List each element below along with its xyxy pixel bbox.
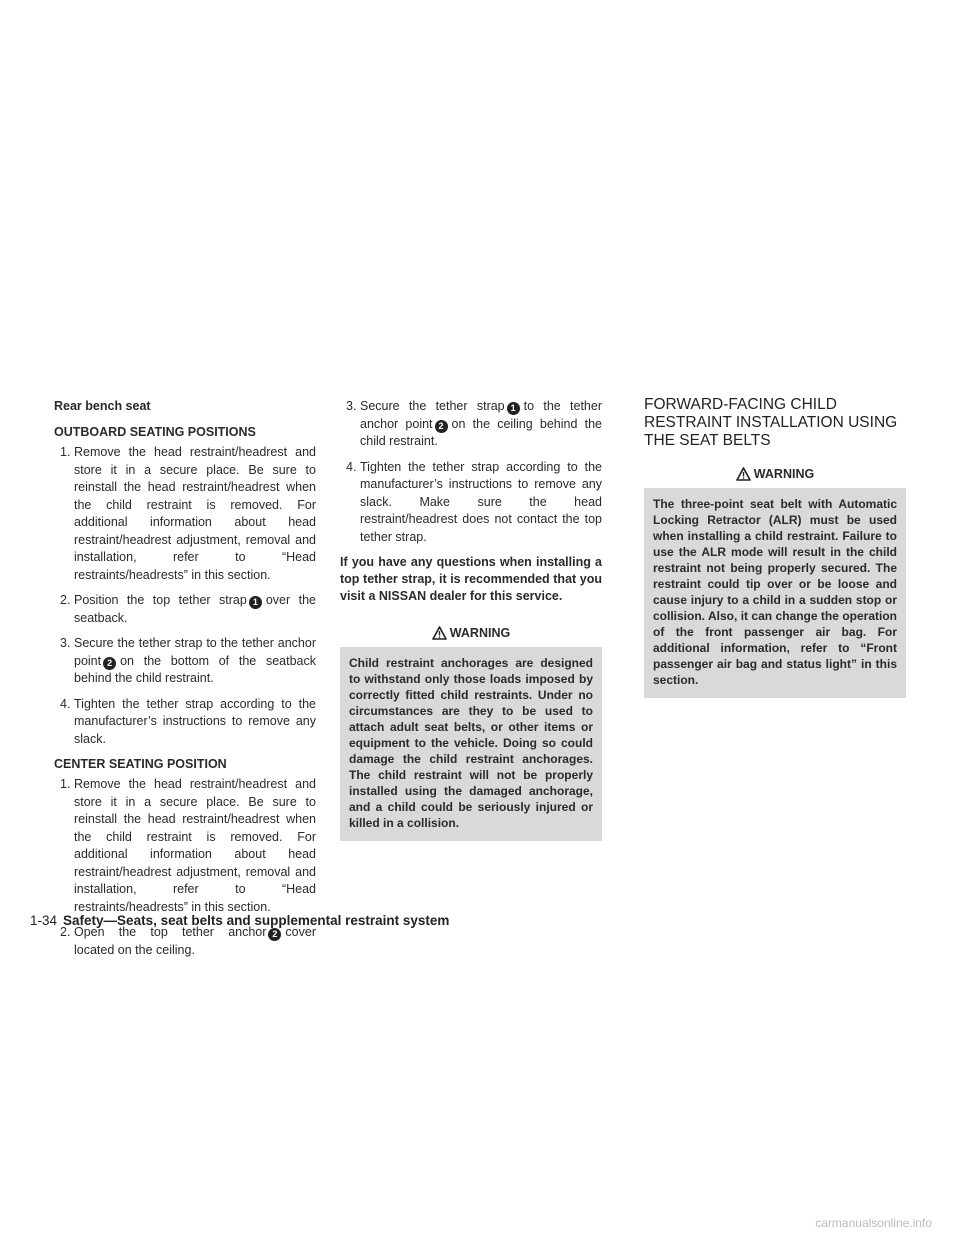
warning-text: The three-point seat belt with Automatic Locking Retractor (ALR) must be used when installing a child restraint. Failure to use the ALR mode will result in the child restraint not being properly secured. The restraint could tip over or be loose and cause injury to a child in a sudden stop or collision. Also, it can change the operation of the front passenger air bag. For additional information, refer to “Front passenger air bag and status light” in this section.	[644, 488, 906, 698]
warning-text: Child restraint anchorages are designed to withstand only those loads imposed by correctly fitted child restraints. Under no circumstances are they to be used to attach adult seat belts, or other items or equipment to the vehicle. Doing so could damage the child restraint anchorages. The child restraint will not be properly installed using the damaged anchorage, and a child could be seriously injured or killed in a collision.	[340, 647, 602, 841]
watermark: carmanualsonline.info	[815, 1216, 932, 1230]
outboard-heading: OUTBOARD SEATING POSITIONS	[54, 425, 256, 439]
page-footer	[30, 912, 449, 930]
center-steps	[54, 776, 316, 959]
outboard-steps	[54, 444, 316, 748]
section-title: FORWARD-FACING CHILD RESTRAINT INSTALLATION USING THE SEAT BELTS	[644, 396, 898, 449]
callout-2-icon: 2	[268, 928, 281, 941]
page-number: 1-34	[30, 913, 58, 928]
list-item: 3. Secure the tether strap 1 to the tether anchor point 2 on the ceiling behind the child restraint.	[346, 399, 603, 448]
list-item: 1. Remove the head restraint/headrest and store it in a secure place. Be sure to reinstall the head restraint/headrest when the child restraint is removed. For additional information about head restraint/headrest adjustment, removal and installation, refer to “Head restraints/headrests” in this section.	[60, 445, 316, 582]
callout-2-icon: 2	[103, 657, 116, 670]
list-item: 1. Remove the head restraint/headrest and store it in a secure place. Be sure to reinstall the head restraint/headrest when the child restraint is removed. For additional information about head restraint/headrest adjustment, removal and installation, refer to “Head restraints/headrests” in this section.	[60, 777, 316, 914]
list-item: 4. Tighten the tether strap according to the manufacturer’s instructions to remove any slack. Make sure the head restraint/headrest does not contact the top tether strap.	[346, 459, 602, 544]
dealer-note: If you have any questions when installing a top tether strap, it is recommended that you visit a NISSAN dealer for this service.	[340, 555, 602, 603]
column-middle	[340, 398, 602, 851]
callout-2-icon: 2	[435, 420, 448, 433]
callout-1-icon: 1	[507, 402, 520, 415]
center-heading: CENTER SEATING POSITION	[54, 757, 227, 771]
warning-icon	[432, 626, 447, 640]
list-item: 4. Tighten the tether strap according to the manufacturer’s instructions to remove any slack.	[60, 696, 316, 746]
column-right	[644, 398, 906, 708]
list-item: 2. Open the top tether anchor 2 cover located on the ceiling.	[60, 925, 316, 957]
warning-header: WARNING	[644, 460, 906, 488]
list-item: 3. Secure the tether strap to the tether anchor point 2 on the bottom of the seatback behind the child restraint.	[60, 636, 316, 685]
chapter-title: Safety—Seats, seat belts and supplemental restraint system	[63, 913, 450, 928]
continued-steps	[340, 398, 602, 546]
callout-1-icon: 1	[249, 596, 262, 609]
list-item: 2. Position the top tether strap 1 over the seatback.	[60, 593, 317, 625]
warning-header: WARNING	[340, 619, 602, 647]
section-title: Rear bench seat	[54, 399, 151, 413]
column-left	[54, 398, 316, 967]
warning-icon	[736, 467, 751, 481]
